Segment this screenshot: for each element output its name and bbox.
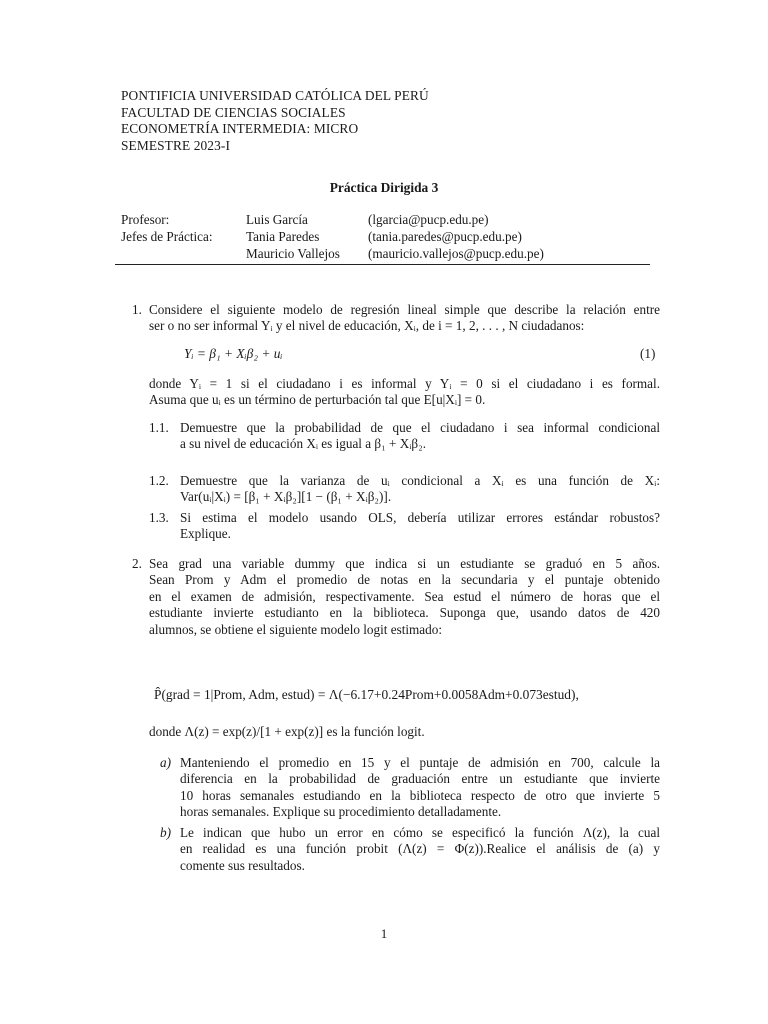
subquestion-label: 1.3.: [149, 510, 169, 525]
semester: SEMESTRE 2023-I: [121, 137, 230, 153]
subquestion-label: 1.1.: [149, 420, 169, 435]
header-divider: [115, 264, 650, 265]
question-1-context: [149, 376, 660, 409]
subquestion-1-3: [180, 510, 660, 543]
question-number: 1.: [132, 302, 142, 317]
university-name: PONTIFICIA UNIVERSIDAD CATÓLICA DEL PERÚ: [121, 88, 429, 103]
logit-equation: P̂(grad = 1|Prom, Adm, estud) = Λ(−6.17+0.24Prom+0.0058Adm+0.073estud),: [154, 687, 579, 702]
logit-definition: [149, 724, 660, 740]
text-line: 10 horas semanales estudiando en la biblioteca respecto de otro que invierte 5: [180, 787, 660, 803]
staff-name: Tania Paredes: [246, 229, 320, 244]
text-line: estudiante invierte estudianto en la biblioteca. Suponga que, usando datos de 420: [149, 605, 660, 621]
text-line: Var(uᵢ|Xᵢ) = [β₁ + Xᵢβ₂][1 − (β₁ + Xᵢβ₂)].: [180, 489, 392, 505]
text-line: a su nivel de educación Xᵢ es igual a β₁ + Xᵢβ₂.: [180, 436, 427, 452]
text-line: Asuma que uᵢ es un término de perturbación tal que E[u|Xᵢ] = 0.: [149, 392, 486, 408]
text-line: diferencia en la probabilidad de graduación entre un estudiante que invierte: [180, 771, 660, 787]
staff-role: Profesor:: [121, 212, 170, 227]
staff-email: (mauricio.vallejos@pucp.edu.pe): [368, 246, 544, 261]
text-line: donde Yᵢ = 1 si el ciudadano i es informal y Yᵢ = 0 si el ciudadano i es formal.: [149, 376, 660, 391]
question-2-intro: [149, 556, 660, 638]
text-line: Sean Prom y Adm el promedio de notas en la secundaria y el puntaje obtenido: [149, 572, 660, 588]
text-line: comente sus resultados.: [180, 857, 305, 873]
text-line: Manteniendo el promedio en 15 y el puntaje de admisión en 700, calcule la: [180, 755, 660, 770]
staff-name: Luis García: [246, 212, 308, 227]
staff-email: (tania.paredes@pucp.edu.pe): [368, 229, 522, 244]
question-number: 2.: [132, 556, 142, 571]
text-line: alumnos, se obtiene el siguiente modelo logit estimado:: [149, 621, 443, 637]
text-line: donde Λ(z) = exp(z)/[1 + exp(z)] es la función logit.: [149, 724, 425, 739]
page-number: 1: [380, 926, 388, 941]
faculty-name: FACULTAD DE CIENCIAS SOCIALES: [121, 104, 346, 120]
text-line: horas semanales. Explique su procedimiento detalladamente.: [180, 804, 502, 820]
subquestion-a: [180, 755, 660, 821]
text-line: Si estima el modelo usando OLS, debería utilizar errores estándar robustos?: [180, 510, 660, 525]
text-line: en realidad es una función probit (Λ(z) = Φ(z)).Realice el análisis de (a) y: [180, 841, 660, 857]
text-line: Le indican que hubo un error en cómo se especificó la función Λ(z), la cual: [180, 825, 660, 840]
equation-1: Yᵢ = β₁ + Xᵢβ₂ + uᵢ: [184, 346, 283, 361]
equation-number: (1): [640, 346, 656, 361]
subquestion-b: [180, 825, 660, 874]
text-line: Demuestre que la varianza de uᵢ condicional a Xᵢ es una función de Xᵢ:: [180, 473, 660, 488]
question-1-intro: [149, 302, 660, 335]
text-line: Explique.: [180, 526, 231, 542]
subquestion-label: b): [160, 825, 171, 840]
text-line: Sea grad una variable dummy que indica si un estudiante se graduó en 5 años.: [149, 556, 660, 571]
text-line: Considere el siguiente modelo de regresión lineal simple que describe la relación entre: [149, 302, 660, 317]
course-name: ECONOMETRÍA INTERMEDIA: MICRO: [121, 121, 359, 136]
subquestion-1-1: [180, 420, 660, 453]
text-line: ser o no ser informal Yᵢ y el nivel de educación, Xᵢ, de i = 1, 2, . . . , N ciudadanos:: [149, 318, 585, 334]
subquestion-1-2: [180, 473, 660, 506]
document-title: Práctica Dirigida 3: [329, 180, 439, 195]
subquestion-label: 1.2.: [149, 473, 169, 488]
staff-email: (lgarcia@pucp.edu.pe): [368, 212, 489, 227]
subquestion-label: a): [160, 755, 171, 770]
staff-role: Jefes de Práctica:: [121, 229, 213, 244]
text-line: en el examen de admisión, respectivamente. Sea estud el número de horas que el: [149, 588, 660, 604]
text-line: Demuestre que la probabilidad de que el ciudadano i sea informal condicional: [180, 420, 660, 435]
staff-name: Mauricio Vallejos: [246, 246, 340, 261]
